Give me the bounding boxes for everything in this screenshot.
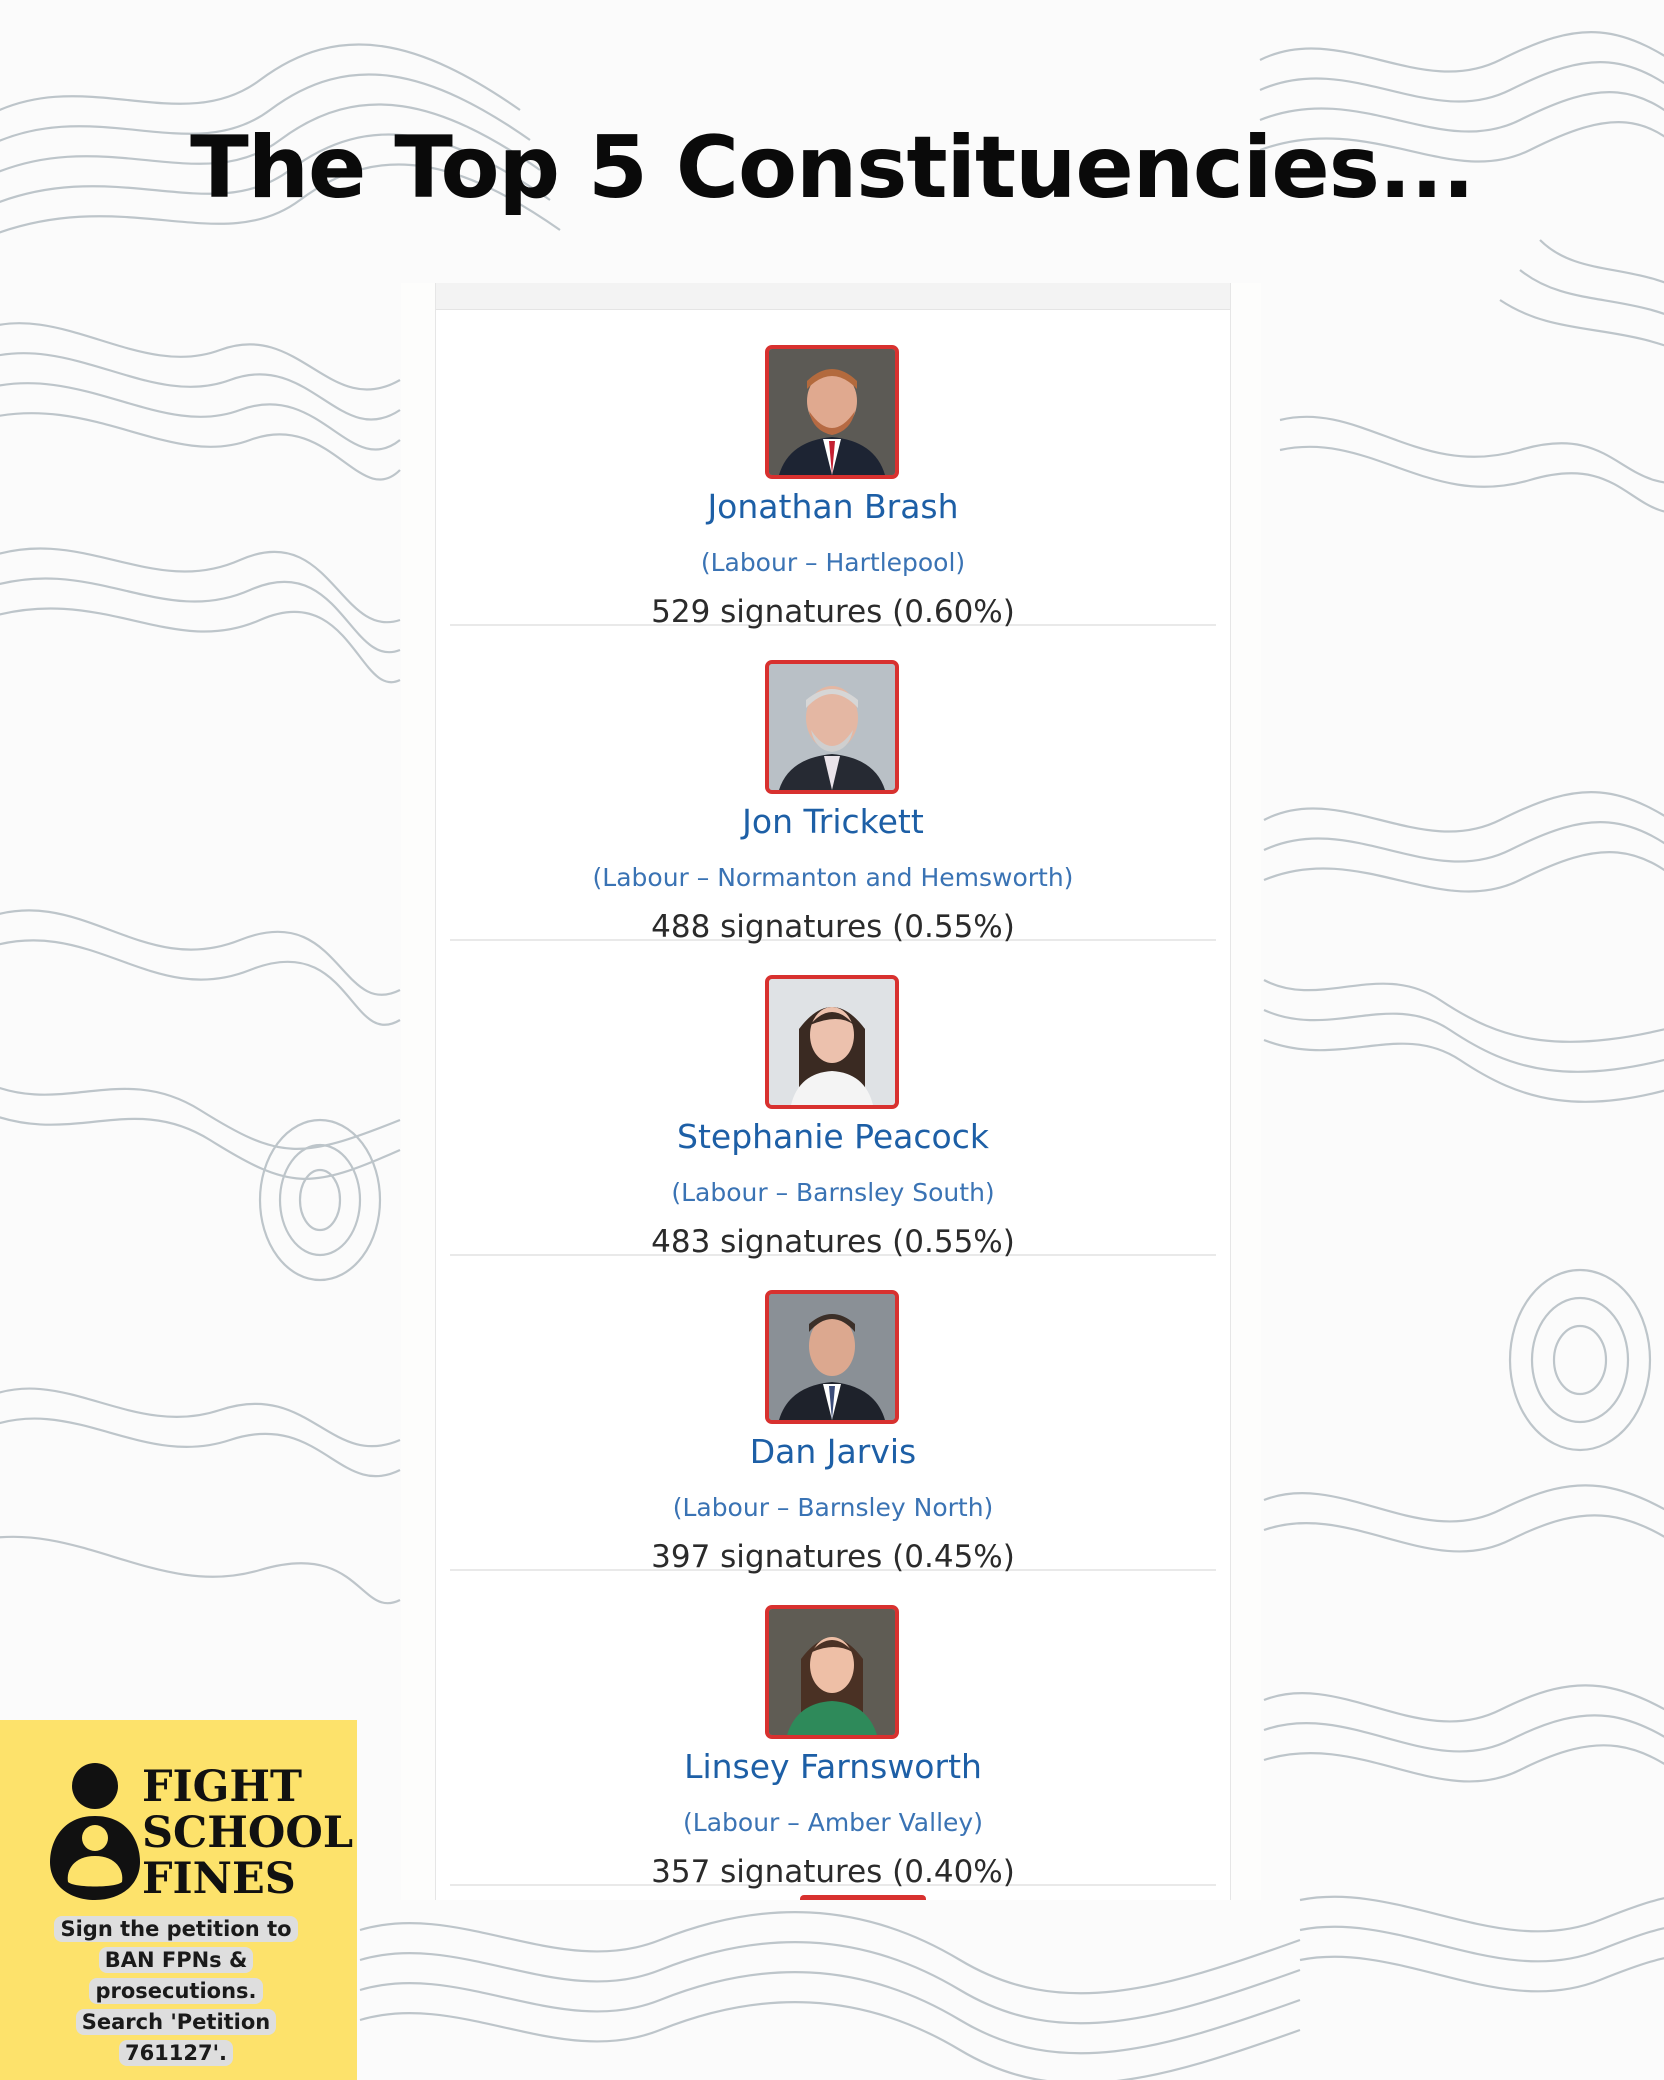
signature-count: 488 signatures (0.55%)	[651, 909, 1015, 945]
mp-photo-jon-trickett[interactable]	[765, 660, 899, 794]
mp-photo-stephanie-peacock[interactable]	[765, 975, 899, 1109]
mp-party-constituency[interactable]: (Labour – Hartlepool)	[700, 548, 966, 577]
signature-count: 397 signatures (0.45%)	[651, 1539, 1015, 1575]
next-photo-peek	[800, 1895, 926, 1900]
parent-child-logo-icon	[50, 1760, 140, 1900]
mp-party-constituency[interactable]: (Labour – Amber Valley)	[683, 1808, 983, 1837]
page-title: The Top 5 Constituencies...	[190, 118, 1474, 218]
constituency-entry	[450, 309, 1216, 630]
signature-count: 529 signatures (0.60%)	[651, 594, 1015, 630]
mp-party-constituency[interactable]: (Labour – Barnsley North)	[672, 1493, 994, 1522]
petition-call-to-action	[52, 1914, 300, 2069]
mp-name[interactable]: Dan Jarvis	[749, 1432, 917, 1471]
signature-count: 483 signatures (0.55%)	[651, 1224, 1015, 1260]
list-header-bar	[436, 283, 1230, 310]
mp-party-constituency[interactable]: (Labour – Normanton and Hemsworth)	[592, 863, 1074, 892]
mp-photo-dan-jarvis[interactable]	[765, 1290, 899, 1424]
mp-name[interactable]: Stephanie Peacock	[677, 1117, 989, 1156]
badge-word-fines: FINES	[142, 1854, 296, 1904]
petition-cta-text: Sign the petition to BAN FPNs & prosecutions. Search 'Petition 761127'.	[54, 1916, 297, 2066]
signature-count: 357 signatures (0.40%)	[651, 1854, 1015, 1890]
constituency-list-panel	[401, 283, 1261, 1900]
constituency-entry	[450, 939, 1216, 1260]
mp-name[interactable]: Jonathan Brash	[707, 487, 959, 526]
constituency-entry	[450, 624, 1216, 945]
badge-word-fight: FIGHT	[142, 1762, 302, 1812]
mp-photo-linsey-farnsworth[interactable]	[765, 1605, 899, 1739]
mp-party-constituency[interactable]: (Labour – Barnsley South)	[671, 1178, 995, 1207]
mp-name[interactable]: Jon Trickett	[742, 802, 924, 841]
constituency-entry	[450, 1569, 1216, 1890]
constituency-entry	[450, 1254, 1216, 1575]
fight-school-fines-badge	[0, 1720, 357, 2080]
mp-photo-jonathan-brash[interactable]	[765, 345, 899, 479]
mp-name[interactable]: Linsey Farnsworth	[684, 1747, 982, 1786]
badge-word-school: SCHOOL	[142, 1808, 354, 1858]
constituency-list	[435, 283, 1231, 1900]
